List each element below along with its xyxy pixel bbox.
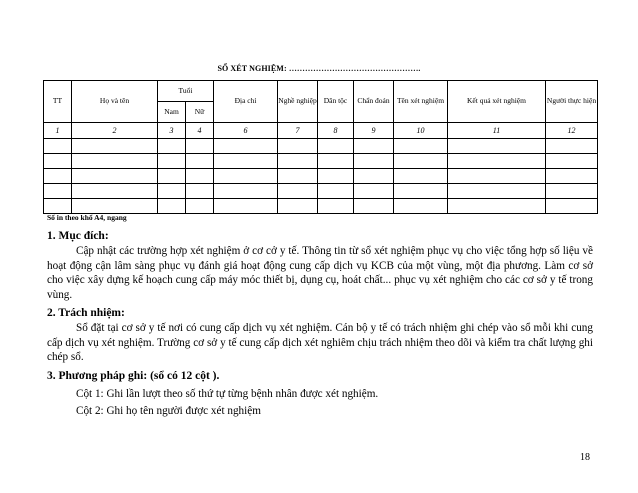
column-number: 10 xyxy=(394,123,448,139)
header-performer: Người thực hiện xyxy=(546,81,598,123)
table-cell xyxy=(546,139,598,154)
table-cell xyxy=(394,154,448,169)
section-text: Sổ đặt tại cơ sở y tế nơi có cung cấp dịch vụ xét nghiệm. Cán bộ y tế có trách nhiệm ghi chép vào sổ mỗi khi cung cấp dịch vụ xét nghiệm. Trường cơ sở y tế cung cấp dịch xét nghiêm chịu trách nhiệm theo dõi và kiểm tra chất lượng ghi chép sổ. xyxy=(47,322,593,363)
table-cell xyxy=(546,199,598,214)
table-cell xyxy=(546,169,598,184)
header-age: Tuổi xyxy=(158,81,214,102)
column-number: 3 xyxy=(158,123,186,139)
table-cell xyxy=(354,199,394,214)
column-number: 6 xyxy=(214,123,278,139)
header-ethnicity: Dân tộc xyxy=(318,81,354,123)
test-log-table xyxy=(43,80,598,214)
header-name: Họ và tên xyxy=(72,81,158,123)
column-number: 9 xyxy=(354,123,394,139)
table-row xyxy=(44,184,598,199)
column-number: 7 xyxy=(278,123,318,139)
table-cell xyxy=(394,139,448,154)
section-method xyxy=(47,369,593,419)
header-test-name: Tên xét nghiệm xyxy=(394,81,448,123)
table-cell xyxy=(318,199,354,214)
table-cell xyxy=(394,184,448,199)
table-cell xyxy=(44,169,72,184)
table-cell xyxy=(214,169,278,184)
table-cell xyxy=(72,139,158,154)
table-cell xyxy=(72,169,158,184)
header-result: Kết quả xét nghiệm xyxy=(448,81,546,123)
table-cell xyxy=(448,154,546,169)
page-number: 18 xyxy=(580,452,590,463)
table-cell xyxy=(278,199,318,214)
table-cell xyxy=(44,184,72,199)
table-cell xyxy=(448,169,546,184)
column-number-row xyxy=(44,123,598,139)
table-cell xyxy=(158,139,186,154)
column-number: 2 xyxy=(72,123,158,139)
header-tt: TT xyxy=(44,81,72,123)
table-cell xyxy=(318,139,354,154)
header-female: Nữ xyxy=(186,102,214,123)
section-heading: 3. Phương pháp ghi: (sổ có 12 cột ). xyxy=(47,369,220,382)
table-cell xyxy=(318,154,354,169)
table-cell xyxy=(72,199,158,214)
header-diagnosis: Chẩn đoán xyxy=(354,81,394,123)
table-cell xyxy=(158,184,186,199)
table-cell xyxy=(394,199,448,214)
table-cell xyxy=(186,199,214,214)
column-instruction: Cột 2: Ghi họ tên người được xét nghiệm xyxy=(76,405,261,417)
table-row xyxy=(44,169,598,184)
table-cell xyxy=(44,154,72,169)
table-cell xyxy=(72,184,158,199)
table-cell xyxy=(448,184,546,199)
table-cell xyxy=(214,139,278,154)
table-cell xyxy=(318,169,354,184)
table-cell xyxy=(186,139,214,154)
section-purpose xyxy=(47,229,593,302)
table-cell xyxy=(44,199,72,214)
section-responsibility xyxy=(47,306,593,365)
page-title: SỔ XÉT NGHIỆM: …………………………………………. xyxy=(217,64,421,73)
table-cell xyxy=(448,199,546,214)
table-cell xyxy=(158,154,186,169)
table-cell xyxy=(546,154,598,169)
table-cell xyxy=(214,184,278,199)
table-cell xyxy=(186,184,214,199)
table-cell xyxy=(448,139,546,154)
column-number: 11 xyxy=(448,123,546,139)
table-cell xyxy=(278,154,318,169)
table-cell xyxy=(394,169,448,184)
column-number: 1 xyxy=(44,123,72,139)
table-cell xyxy=(158,169,186,184)
table-cell xyxy=(278,169,318,184)
print-note: Sổ in theo khổ A4, ngang xyxy=(47,213,127,222)
table-row xyxy=(44,139,598,154)
table-cell xyxy=(354,139,394,154)
header-address: Địa chỉ xyxy=(214,81,278,123)
table-cell xyxy=(72,154,158,169)
table-cell xyxy=(158,199,186,214)
column-number: 8 xyxy=(318,123,354,139)
table-cell xyxy=(186,169,214,184)
header-occupation: Nghề nghiệp xyxy=(278,81,318,123)
column-instruction: Cột 1: Ghi lần lượt theo số thứ tự từng bệnh nhân được xét nghiệm. xyxy=(76,387,379,400)
table-cell xyxy=(278,139,318,154)
table-cell xyxy=(44,139,72,154)
section-heading: 1. Mục đích: xyxy=(47,230,109,242)
section-heading: 2. Trách nhiệm: xyxy=(47,307,125,319)
header-male: Nam xyxy=(158,102,186,123)
table-cell xyxy=(278,184,318,199)
table-cell xyxy=(214,154,278,169)
table-cell xyxy=(354,169,394,184)
table-cell xyxy=(354,154,394,169)
table-cell xyxy=(546,184,598,199)
table-cell xyxy=(186,154,214,169)
table-cell xyxy=(354,184,394,199)
table-cell xyxy=(318,184,354,199)
column-number: 12 xyxy=(546,123,598,139)
section-text: Cập nhật các trường hợp xét nghiệm ở cơ cở y tế. Thông tin từ sổ xét nghiệm phục vụ cho việc tổng hợp số liệu về hoạt động cận lâm sàng phục vụ đánh giá hoạt động cung cấp dịch vụ KCB của một vùng, một địa phương. Làm cơ sở cho việc xây dựng kế hoạch cung cấp máy móc thiết bị, dụng cụ, hoát chất... phục vụ xét nghiệm cho các cơ sở y tế trong vùng. xyxy=(47,245,593,301)
column-number: 4 xyxy=(186,123,214,139)
table-row xyxy=(44,199,598,214)
document-body xyxy=(47,229,593,423)
table-cell xyxy=(214,199,278,214)
table-row xyxy=(44,154,598,169)
